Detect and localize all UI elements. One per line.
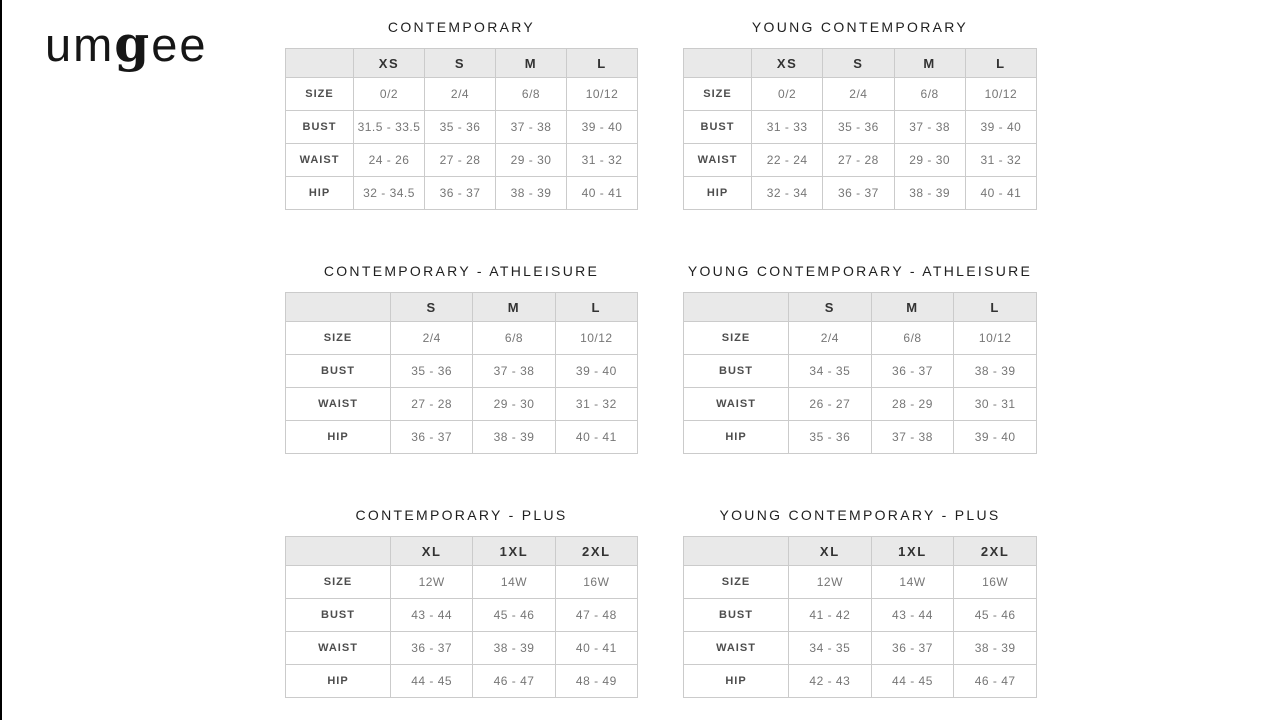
measurement-value: 39 - 40: [965, 111, 1036, 144]
chart-title-young-contemporary: YOUNG CONTEMPORARY: [751, 19, 969, 35]
size-column-header: S: [391, 293, 473, 322]
measurement-value: 40 - 41: [555, 421, 637, 454]
size-column-header: S: [823, 49, 894, 78]
size-header-row: [286, 49, 638, 78]
measurement-value: 36 - 37: [823, 177, 894, 210]
measurement-row: [684, 632, 1037, 665]
measurement-value: 38 - 39: [473, 421, 555, 454]
left-edge-bar: [0, 0, 2, 720]
measurement-value: 2/4: [789, 322, 872, 355]
chart-title-contemporary-plus: CONTEMPORARY - PLUS: [355, 507, 568, 523]
measurement-value: 38 - 39: [496, 177, 567, 210]
logo-text-ee: ee: [151, 18, 208, 71]
measurement-row: [286, 111, 638, 144]
size-header-row: [286, 293, 638, 322]
chart-title-young-contemporary-athleisure: YOUNG CONTEMPORARY - ATHLEISURE: [687, 263, 1033, 279]
measurement-value: 36 - 37: [391, 632, 473, 665]
table-mount: [285, 536, 638, 698]
measurement-value: 40 - 41: [567, 177, 638, 210]
size-chart-table: [683, 292, 1037, 454]
size-chart-table: [285, 292, 638, 454]
chart-title-contemporary-athleisure: CONTEMPORARY - ATHLEISURE: [323, 263, 600, 279]
size-header-row: [684, 49, 1037, 78]
measurement-row: [286, 632, 638, 665]
measurement-value: 35 - 36: [425, 111, 496, 144]
section-young-contemporary: [683, 17, 1037, 210]
measurement-value: 27 - 28: [391, 388, 473, 421]
corner-cell: [286, 293, 391, 322]
measurement-value: 38 - 39: [954, 355, 1037, 388]
row-label: HIP: [286, 177, 354, 210]
measurement-value: 38 - 39: [473, 632, 555, 665]
measurement-value: 12W: [391, 566, 473, 599]
measurement-value: 2/4: [425, 78, 496, 111]
measurement-value: 36 - 37: [871, 355, 954, 388]
measurement-value: 10/12: [965, 78, 1036, 111]
size-column-header: M: [473, 293, 555, 322]
size-column-header: XS: [752, 49, 823, 78]
size-column-header: S: [789, 293, 872, 322]
measurement-value: 27 - 28: [425, 144, 496, 177]
measurement-value: 48 - 49: [555, 665, 637, 698]
measurement-value: 16W: [954, 566, 1037, 599]
size-column-header: M: [894, 49, 965, 78]
measurement-row: [286, 599, 638, 632]
measurement-value: 6/8: [496, 78, 567, 111]
size-column-header: XS: [354, 49, 425, 78]
measurement-value: 46 - 47: [473, 665, 555, 698]
row-label: HIP: [286, 421, 391, 454]
measurement-value: 2/4: [391, 322, 473, 355]
table-mount: [683, 48, 1037, 210]
measurement-row: [286, 388, 638, 421]
measurement-value: 43 - 44: [391, 599, 473, 632]
measurement-value: 37 - 38: [473, 355, 555, 388]
size-column-header: XL: [391, 537, 473, 566]
row-label: BUST: [286, 599, 391, 632]
measurement-value: 35 - 36: [823, 111, 894, 144]
section-young-contemporary-plus: [683, 505, 1037, 698]
size-column-header: 1XL: [871, 537, 954, 566]
measurement-row: [684, 566, 1037, 599]
row-label: BUST: [684, 355, 789, 388]
measurement-value: 31 - 32: [555, 388, 637, 421]
measurement-row: [286, 355, 638, 388]
size-column-header: L: [555, 293, 637, 322]
measurement-value: 30 - 31: [954, 388, 1037, 421]
section-contemporary-plus: [285, 505, 638, 698]
measurement-value: 37 - 38: [894, 111, 965, 144]
size-header-row: [286, 537, 638, 566]
measurement-value: 46 - 47: [954, 665, 1037, 698]
size-column-header: L: [954, 293, 1037, 322]
measurement-row: [286, 144, 638, 177]
table-mount: [683, 292, 1037, 454]
measurement-value: 39 - 40: [555, 355, 637, 388]
row-label: BUST: [286, 111, 354, 144]
row-label: WAIST: [684, 388, 789, 421]
measurement-value: 43 - 44: [871, 599, 954, 632]
measurement-value: 45 - 46: [473, 599, 555, 632]
chart-title-young-contemporary-plus: YOUNG CONTEMPORARY - PLUS: [719, 507, 1001, 523]
row-label: SIZE: [684, 322, 789, 355]
table-mount: [285, 292, 638, 454]
corner-cell: [684, 293, 789, 322]
size-column-header: S: [425, 49, 496, 78]
measurement-value: 40 - 41: [555, 632, 637, 665]
logo-text-um: um: [45, 18, 115, 71]
measurement-value: 40 - 41: [965, 177, 1036, 210]
measurement-value: 2/4: [823, 78, 894, 111]
measurement-value: 41 - 42: [789, 599, 872, 632]
section-contemporary: [285, 17, 638, 210]
measurement-value: 10/12: [954, 322, 1037, 355]
measurement-row: [286, 322, 638, 355]
measurement-value: 6/8: [871, 322, 954, 355]
row-label: HIP: [684, 177, 752, 210]
logo-text-g: g: [114, 14, 152, 73]
row-label: WAIST: [286, 388, 391, 421]
section-contemporary-athleisure: [285, 261, 638, 454]
row-label: SIZE: [286, 566, 391, 599]
size-header-row: [684, 293, 1037, 322]
measurement-value: 32 - 34: [752, 177, 823, 210]
measurement-row: [684, 111, 1037, 144]
row-label: SIZE: [684, 566, 789, 599]
measurement-value: 31 - 32: [965, 144, 1036, 177]
size-chart-table: [285, 536, 638, 698]
measurement-value: 35 - 36: [391, 355, 473, 388]
measurement-value: 39 - 40: [567, 111, 638, 144]
measurement-row: [286, 177, 638, 210]
row-label: WAIST: [286, 144, 354, 177]
measurement-value: 29 - 30: [894, 144, 965, 177]
size-column-header: L: [965, 49, 1036, 78]
measurement-row: [684, 599, 1037, 632]
row-label: HIP: [286, 665, 391, 698]
measurement-row: [286, 665, 638, 698]
measurement-value: 26 - 27: [789, 388, 872, 421]
row-label: BUST: [286, 355, 391, 388]
row-label: WAIST: [684, 632, 789, 665]
measurement-value: 47 - 48: [555, 599, 637, 632]
measurement-row: [286, 566, 638, 599]
measurement-value: 29 - 30: [496, 144, 567, 177]
row-label: WAIST: [286, 632, 391, 665]
measurement-row: [684, 388, 1037, 421]
measurement-value: 12W: [789, 566, 872, 599]
measurement-value: 37 - 38: [496, 111, 567, 144]
measurement-value: 39 - 40: [954, 421, 1037, 454]
measurement-value: 27 - 28: [823, 144, 894, 177]
table-mount: [285, 48, 638, 210]
measurement-value: 37 - 38: [871, 421, 954, 454]
measurement-value: 44 - 45: [391, 665, 473, 698]
row-label: SIZE: [286, 78, 354, 111]
size-column-header: 2XL: [954, 537, 1037, 566]
measurement-value: 38 - 39: [954, 632, 1037, 665]
measurement-value: 38 - 39: [894, 177, 965, 210]
measurement-value: 6/8: [473, 322, 555, 355]
measurement-row: [684, 665, 1037, 698]
size-header-row: [684, 537, 1037, 566]
row-label: BUST: [684, 111, 752, 144]
measurement-value: 16W: [555, 566, 637, 599]
measurement-row: [286, 421, 638, 454]
measurement-value: 24 - 26: [354, 144, 425, 177]
size-column-header: 1XL: [473, 537, 555, 566]
measurement-value: 44 - 45: [871, 665, 954, 698]
measurement-value: 0/2: [752, 78, 823, 111]
measurement-value: 36 - 37: [425, 177, 496, 210]
measurement-value: 35 - 36: [789, 421, 872, 454]
measurement-row: [684, 322, 1037, 355]
measurement-row: [684, 144, 1037, 177]
row-label: HIP: [684, 421, 789, 454]
section-young-contemporary-athleisure: [683, 261, 1037, 454]
size-column-header: 2XL: [555, 537, 637, 566]
measurement-row: [684, 177, 1037, 210]
measurement-value: 32 - 34.5: [354, 177, 425, 210]
chart-title-contemporary: CONTEMPORARY: [387, 19, 536, 35]
measurement-value: 6/8: [894, 78, 965, 111]
row-label: WAIST: [684, 144, 752, 177]
size-chart-table: [683, 536, 1037, 698]
row-label: HIP: [684, 665, 789, 698]
measurement-value: 29 - 30: [473, 388, 555, 421]
measurement-value: 31 - 32: [567, 144, 638, 177]
corner-cell: [286, 49, 354, 78]
size-chart-table: [683, 48, 1037, 210]
measurement-value: 34 - 35: [789, 355, 872, 388]
measurement-value: 0/2: [354, 78, 425, 111]
measurement-value: 31.5 - 33.5: [354, 111, 425, 144]
measurement-row: [684, 421, 1037, 454]
measurement-value: 10/12: [567, 78, 638, 111]
row-label: BUST: [684, 599, 789, 632]
measurement-value: 14W: [473, 566, 555, 599]
corner-cell: [286, 537, 391, 566]
measurement-row: [286, 78, 638, 111]
size-column-header: L: [567, 49, 638, 78]
row-label: SIZE: [684, 78, 752, 111]
measurement-value: 14W: [871, 566, 954, 599]
measurement-value: 28 - 29: [871, 388, 954, 421]
measurement-value: 22 - 24: [752, 144, 823, 177]
measurement-row: [684, 355, 1037, 388]
measurement-value: 42 - 43: [789, 665, 872, 698]
size-chart-table: [285, 48, 638, 210]
measurement-value: 45 - 46: [954, 599, 1037, 632]
measurement-value: 34 - 35: [789, 632, 872, 665]
row-label: SIZE: [286, 322, 391, 355]
measurement-value: 36 - 37: [391, 421, 473, 454]
size-column-header: M: [871, 293, 954, 322]
size-column-header: XL: [789, 537, 872, 566]
corner-cell: [684, 537, 789, 566]
size-column-header: M: [496, 49, 567, 78]
measurement-value: 10/12: [555, 322, 637, 355]
measurement-value: 31 - 33: [752, 111, 823, 144]
brand-logo: [45, 14, 208, 73]
measurement-row: [684, 78, 1037, 111]
corner-cell: [684, 49, 752, 78]
measurement-value: 36 - 37: [871, 632, 954, 665]
table-mount: [683, 536, 1037, 698]
